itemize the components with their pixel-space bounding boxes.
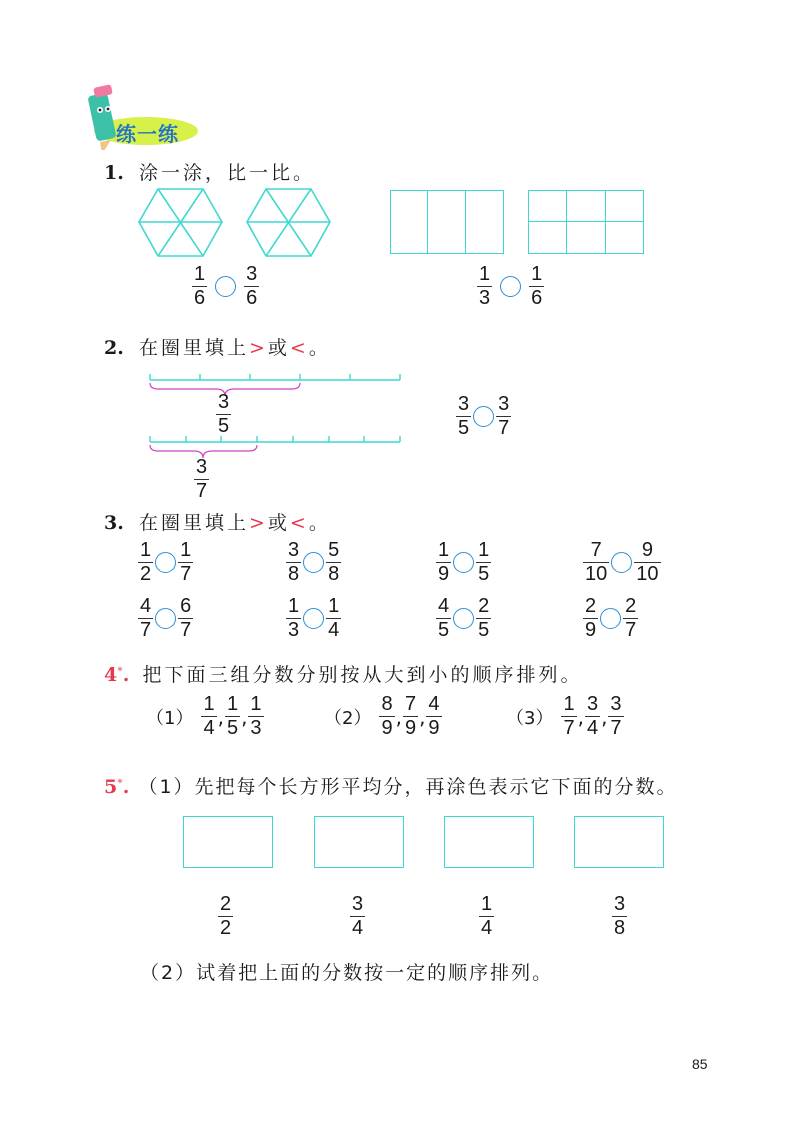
compare-circle[interactable] — [303, 608, 324, 629]
compare-circle[interactable] — [473, 406, 494, 427]
q3-item: $\frac{3}{8}$ $\frac{5}{8}$ — [288, 539, 340, 585]
question-text: 或 — [267, 337, 290, 359]
q1-compare-right — [477, 264, 544, 309]
q3-item: $\frac{1}{9}$ $\frac{1}{5}$ — [438, 539, 490, 585]
question-number: 1. — [104, 162, 124, 184]
divider — [427, 191, 428, 253]
group-label: （2） — [324, 707, 372, 729]
group-label: （1） — [146, 707, 194, 729]
greater-than-symbol: > — [248, 512, 268, 534]
question-number: 4 — [104, 664, 118, 686]
question-text: 把下面三组分数分别按从大到小的顺序排列。 — [142, 664, 583, 686]
rect-fraction: $\frac{3}{4}$ — [352, 893, 364, 939]
question-1-heading — [104, 158, 315, 185]
section-badge — [78, 80, 208, 150]
less-than-symbol: < — [289, 337, 309, 359]
question-3-heading — [104, 508, 331, 535]
fraction: $\frac{1}{3}$ — [479, 263, 491, 309]
blank-rectangle[interactable] — [314, 816, 404, 868]
question-text: 。 — [308, 512, 331, 534]
compare-circle[interactable] — [611, 552, 632, 573]
question-number: 2. — [104, 337, 124, 359]
line2-fraction: $\frac{3}{7}$ — [196, 456, 208, 502]
q3-item: $\frac{2}{9}$ $\frac{2}{7}$ — [585, 595, 637, 641]
q4-group-3: （3） $\frac{1}{7}$ , $\frac{3}{4}$ , $\frac{3}{7}$ — [506, 693, 622, 739]
fraction: $\frac{3}{6}$ — [246, 263, 258, 309]
blank-rectangle[interactable] — [183, 816, 273, 868]
compare-circle[interactable] — [155, 608, 176, 629]
compare-circle[interactable] — [500, 276, 521, 297]
divider — [605, 191, 606, 253]
q3-item: $\frac{4}{7}$ $\frac{6}{7}$ — [140, 595, 192, 641]
rect-fraction: $\frac{3}{8}$ — [614, 893, 626, 939]
rect-fraction: $\frac{2}{2}$ — [220, 893, 232, 939]
rect-fraction: $\frac{1}{4}$ — [481, 893, 493, 939]
question-text: 在圈里填上 — [138, 512, 249, 534]
question-number: 3. — [104, 512, 124, 534]
optional-star: * — [117, 664, 123, 678]
page-number: 85 — [692, 1056, 708, 1072]
hexagon-figures — [130, 185, 340, 265]
compare-circle[interactable] — [600, 608, 621, 629]
fraction: $\frac{1}{6}$ — [531, 263, 543, 309]
divider — [529, 221, 643, 222]
q3-item: $\frac{1}{3}$ $\frac{1}{4}$ — [288, 595, 340, 641]
less-than-symbol: < — [289, 512, 309, 534]
compare-circle[interactable] — [453, 552, 474, 573]
question-5-heading: 5*. （1）先把每个长方形平均分，再涂色表示它下面的分数。 — [104, 776, 678, 798]
divider — [465, 191, 466, 253]
blank-rectangle[interactable] — [444, 816, 534, 868]
group-label: （3） — [506, 707, 554, 729]
question-text: 涂一涂，比一比。 — [138, 162, 315, 184]
compare-circle[interactable] — [303, 552, 324, 573]
rect-thirds — [390, 190, 504, 254]
question-number: 5 — [104, 776, 118, 798]
q3-item: $\frac{7}{10}$ $\frac{9}{10}$ — [585, 539, 659, 585]
number-line-fifths — [146, 370, 406, 400]
q2-compare: $\frac{3}{5}$ $\frac{3}{7}$ — [458, 393, 510, 439]
question-2-heading — [104, 333, 331, 360]
divider — [566, 191, 567, 253]
q1-compare-left — [192, 264, 259, 309]
compare-circle[interactable] — [453, 608, 474, 629]
question-text: 或 — [267, 512, 290, 534]
question-text: 在圈里填上 — [138, 337, 249, 359]
question-4-heading: 4*. 把下面三组分数分别按从大到小的顺序排列。 — [104, 664, 583, 686]
greater-than-symbol: > — [248, 337, 268, 359]
rect-sixths — [528, 190, 644, 254]
fraction: $\frac{1}{6}$ — [194, 263, 206, 309]
compare-circle[interactable] — [155, 552, 176, 573]
number-line-sevenths — [146, 432, 406, 462]
optional-star: * — [117, 776, 123, 790]
q3-item: $\frac{1}{2}$ $\frac{1}{7}$ — [140, 539, 192, 585]
line1-fraction: $\frac{3}{5}$ — [218, 391, 230, 437]
question-text: 。 — [308, 337, 331, 359]
question-text: （1）先把每个长方形平均分，再涂色表示它下面的分数。 — [138, 776, 678, 798]
q3-item: $\frac{4}{5}$ $\frac{2}{5}$ — [438, 595, 490, 641]
q4-group-2: （2） $\frac{8}{9}$ , $\frac{7}{9}$ , $\frac{4}{9}$ — [324, 693, 440, 739]
compare-circle[interactable] — [215, 276, 236, 297]
question-5-part-2: （2）试着把上面的分数按一定的顺序排列。 — [140, 962, 554, 984]
q4-group-1: （1） $\frac{1}{4}$ , $\frac{1}{5}$ , $\frac{1}{3}$ — [146, 693, 262, 739]
blank-rectangle[interactable] — [574, 816, 664, 868]
section-title: 练一练 — [116, 122, 179, 146]
